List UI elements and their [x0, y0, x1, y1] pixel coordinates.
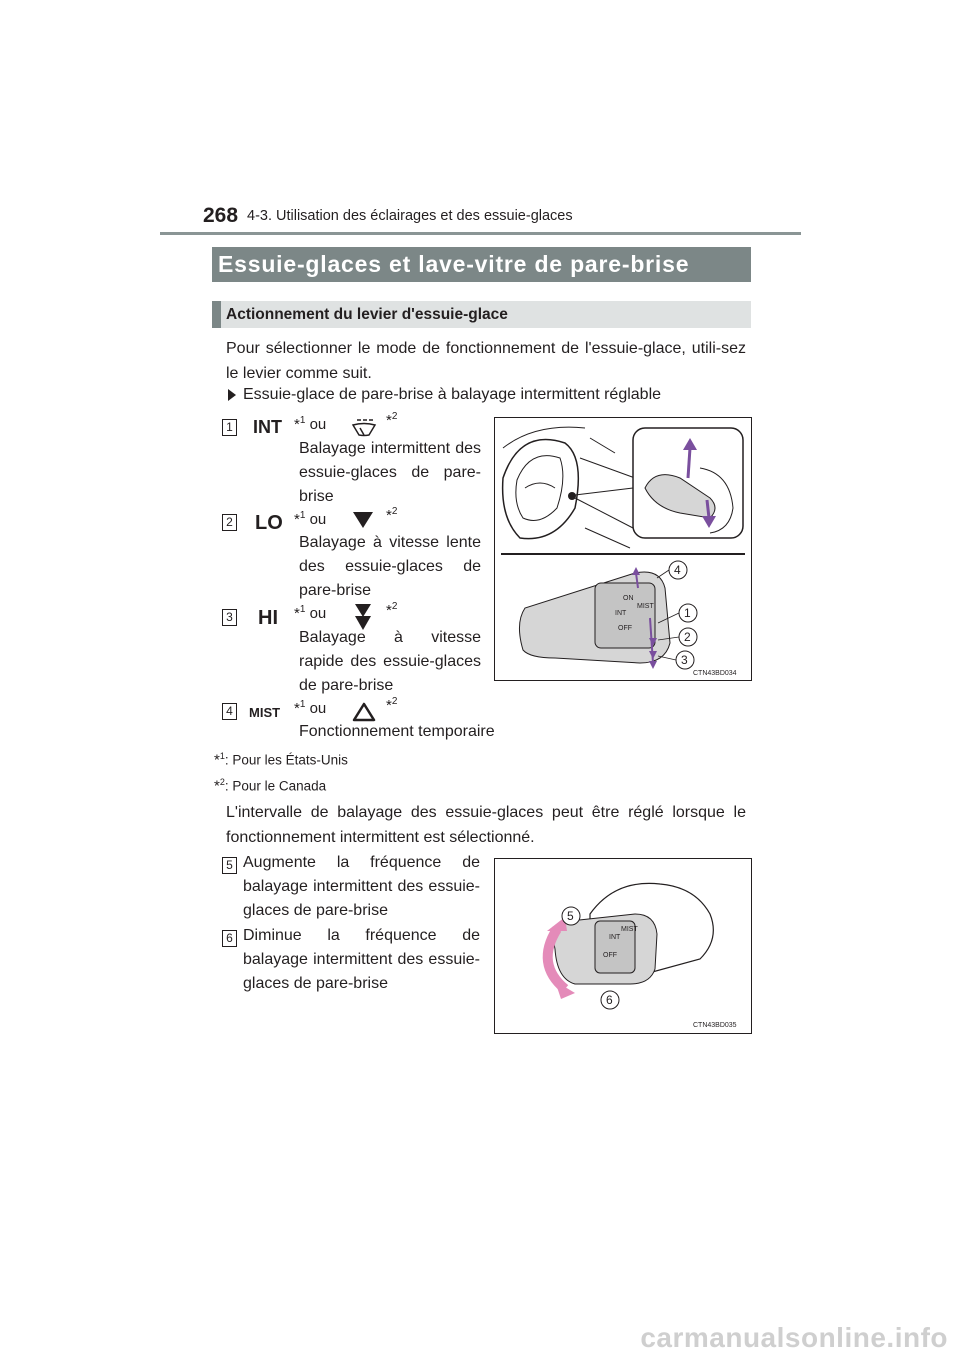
- mode-4-variant-line: *$^1$ ou: [294, 699, 327, 717]
- chapter-title: 4-3. Utilisation des éclairages et des essuie-glaces: [247, 208, 573, 224]
- mode-4-canada-mark: *$^2$: [386, 696, 398, 714]
- switch2-label-off: OFF: [603, 952, 617, 959]
- adjust-6-description: Diminue la fréquence de balayage intermittent des essuie-glaces de pare-brise: [243, 927, 480, 992]
- mode-2-number: 2: [222, 514, 237, 531]
- switch-label-mist: MIST: [637, 603, 654, 610]
- adjust-6-number: 6: [222, 930, 237, 947]
- bullet-text: Essuie-glace de pare-brise à balayage intermittent réglable: [243, 386, 662, 403]
- mode-3-description: Balayage à vitesse rapide des essuie-glaces de pare-brise: [299, 629, 481, 694]
- callout-6: 6: [606, 993, 613, 1007]
- mode-4-description: Fonctionnement temporaire: [299, 723, 495, 740]
- mist-triangle-icon: [352, 702, 376, 722]
- mode-1-canada-mark: *$^2$: [386, 411, 398, 429]
- mode-3-number: 3: [222, 609, 237, 626]
- figure2-caption: CTN43BD035: [693, 1022, 737, 1029]
- mode-2-canada-mark: *$^2$: [386, 506, 398, 524]
- figure-wiper-lever: [494, 417, 752, 681]
- mode-2-variant-line: *$^1$ ou: [294, 510, 327, 528]
- callout-5: 5: [567, 909, 574, 923]
- mode-3-canada-mark: *$^2$: [386, 601, 398, 619]
- intro-paragraph: Pour sélectionner le mode de fonctionnement de l'essuie-glace, utili-sez le levier comme suit.: [226, 340, 746, 382]
- mode-3-variant-line: *$^1$ ou: [294, 604, 327, 622]
- bullet-triangle-icon: [228, 389, 236, 401]
- switch-label-on: ON: [623, 595, 634, 602]
- callout-4: 4: [674, 563, 681, 577]
- int-label-icon: INT: [253, 417, 282, 437]
- interval-paragraph: L'intervalle de balayage des essuie-glaces peut être réglé lorsque le fonctionnement intermittent est sélectionné.: [226, 804, 746, 846]
- footnote-usa: *$^1$: Pour les États-Unis: [214, 751, 348, 769]
- footnote-canada: *$^2$: Pour le Canada: [214, 777, 327, 795]
- interval-adjust-illustration: [495, 859, 751, 1033]
- callout-2: 2: [684, 630, 691, 644]
- switch2-label-mist: MIST: [621, 926, 638, 933]
- callout-1: 1: [684, 606, 691, 620]
- adjust-5-description: Augmente la fréquence de balayage intermittent des essuie-glaces de pare-brise: [243, 854, 480, 919]
- section-title: Essuie-glaces et lave-vitre de pare-brise: [218, 251, 690, 277]
- callout-3: 3: [681, 653, 688, 667]
- switch-label-int: INT: [615, 610, 627, 617]
- mode-1-description: Balayage intermittent des essuie-glaces de pare-brise: [299, 440, 481, 505]
- header-rule: [160, 232, 801, 235]
- lo-label-icon: LO: [255, 512, 283, 534]
- hi-label-icon: HI: [258, 607, 278, 629]
- subsection-title: Actionnement du levier d'essuie-glace: [226, 306, 508, 323]
- mode-1-variant-line: *$^1$ ou: [294, 415, 327, 433]
- figure-interval-adjust: [494, 858, 752, 1034]
- lo-triangle-icon: [352, 511, 374, 529]
- mist-label-icon: MIST: [249, 705, 281, 720]
- figure1-caption: CTN43BD034: [693, 670, 737, 677]
- wiper-lever-illustration: [495, 418, 751, 680]
- switch-label-off: OFF: [618, 625, 632, 632]
- subsection-marker: [212, 301, 221, 328]
- mode-2-description: Balayage à vitesse lente des essuie-glaces de pare-brise: [299, 534, 481, 599]
- switch2-label-int: INT: [609, 934, 621, 941]
- adjust-5-number: 5: [222, 857, 237, 874]
- page-number: 268: [203, 204, 239, 227]
- mode-4-number: 4: [222, 703, 237, 720]
- watermark: carmanualsonline.info: [640, 1322, 948, 1353]
- mode-1-number: 1: [222, 419, 237, 436]
